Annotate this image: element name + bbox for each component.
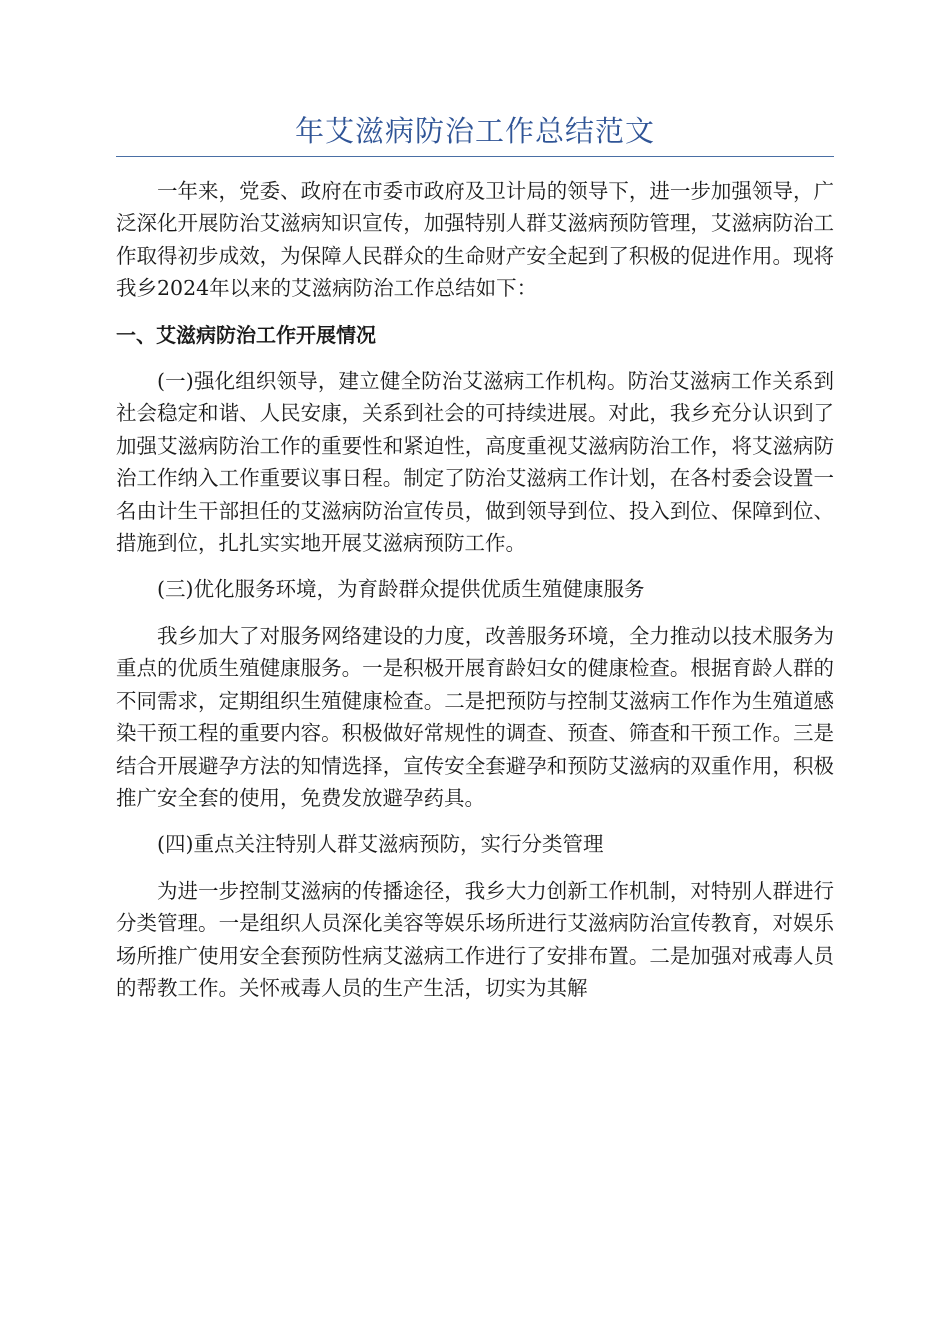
document-title: 年艾滋病防治工作总结范文 (294, 114, 655, 148)
document-body (116, 175, 834, 1004)
title-block (116, 106, 834, 157)
paragraph-organization: (一)强化组织领导，建立健全防治艾滋病工作机构。防治艾滋病工作关系到社会稳定和谐、人民安康，关系到社会的可持续进展。对此，我乡充分认识到了加强艾滋病防治工作的重要性和紧迫性，高度重视艾滋病防治工作，将艾滋病防治工作纳入工作重要议事日程。制定了防治艾滋病工作计划，在各村委会设置一名由计生干部担任的艾滋病防治宣传员，做到领导到位、投入到位、保障到位、措施到位，扎扎实实地开展艾滋病预防工作。 (116, 369, 834, 556)
paragraph-service-environment: 我乡加大了对服务网络建设的力度，改善服务环境，全力推动以技术服务为重点的优质生殖健康服务。一是积极开展育龄妇女的健康检查。根据育龄人群的不同需求，定期组织生殖健康检查。二是把预防与控制艾滋病工作作为生殖道感染干预工程的重要内容。积极做好常规性的调查、预查、筛查和干预工作。三是结合开展避孕方法的知情选择，宣传安全套避孕和预防艾滋病的双重作用，积极推广安全套的使用，免费发放避孕药具。 (116, 623, 834, 810)
section-heading: 一、艾滋病防治工作开展情况 (116, 322, 376, 347)
paragraph-special-groups: 为进一步控制艾滋病的传播途径，我乡大力创新工作机制，对特别人群进行分类管理。一是组织人员深化美容等娱乐场所进行艾滋病防治宣传教育，对娱乐场所推广使用安全套预防性病艾滋病工作进行了安排布置。二是加强对戒毒人员的帮教工作。关怀戒毒人员的生产生活，切实为其解 (116, 878, 834, 1000)
intro-paragraph: 一年来，党委、政府在市委市政府及卫计局的领导下，进一步加强领导，广泛深化开展防治艾滋病知识宣传，加强特别人群艾滋病预防管理，艾滋病防治工作取得初步成效，为保障人民群众的生命财产安全起到了积极的促进作用。现将我乡2024年以来的艾滋病防治工作总结如下： (116, 179, 834, 301)
subheading-service-environment: (三)优化服务环境，为育龄群众提供优质生殖健康服务 (157, 577, 645, 602)
subheading-special-groups: (四)重点关注特别人群艾滋病预防，实行分类管理 (157, 832, 604, 857)
